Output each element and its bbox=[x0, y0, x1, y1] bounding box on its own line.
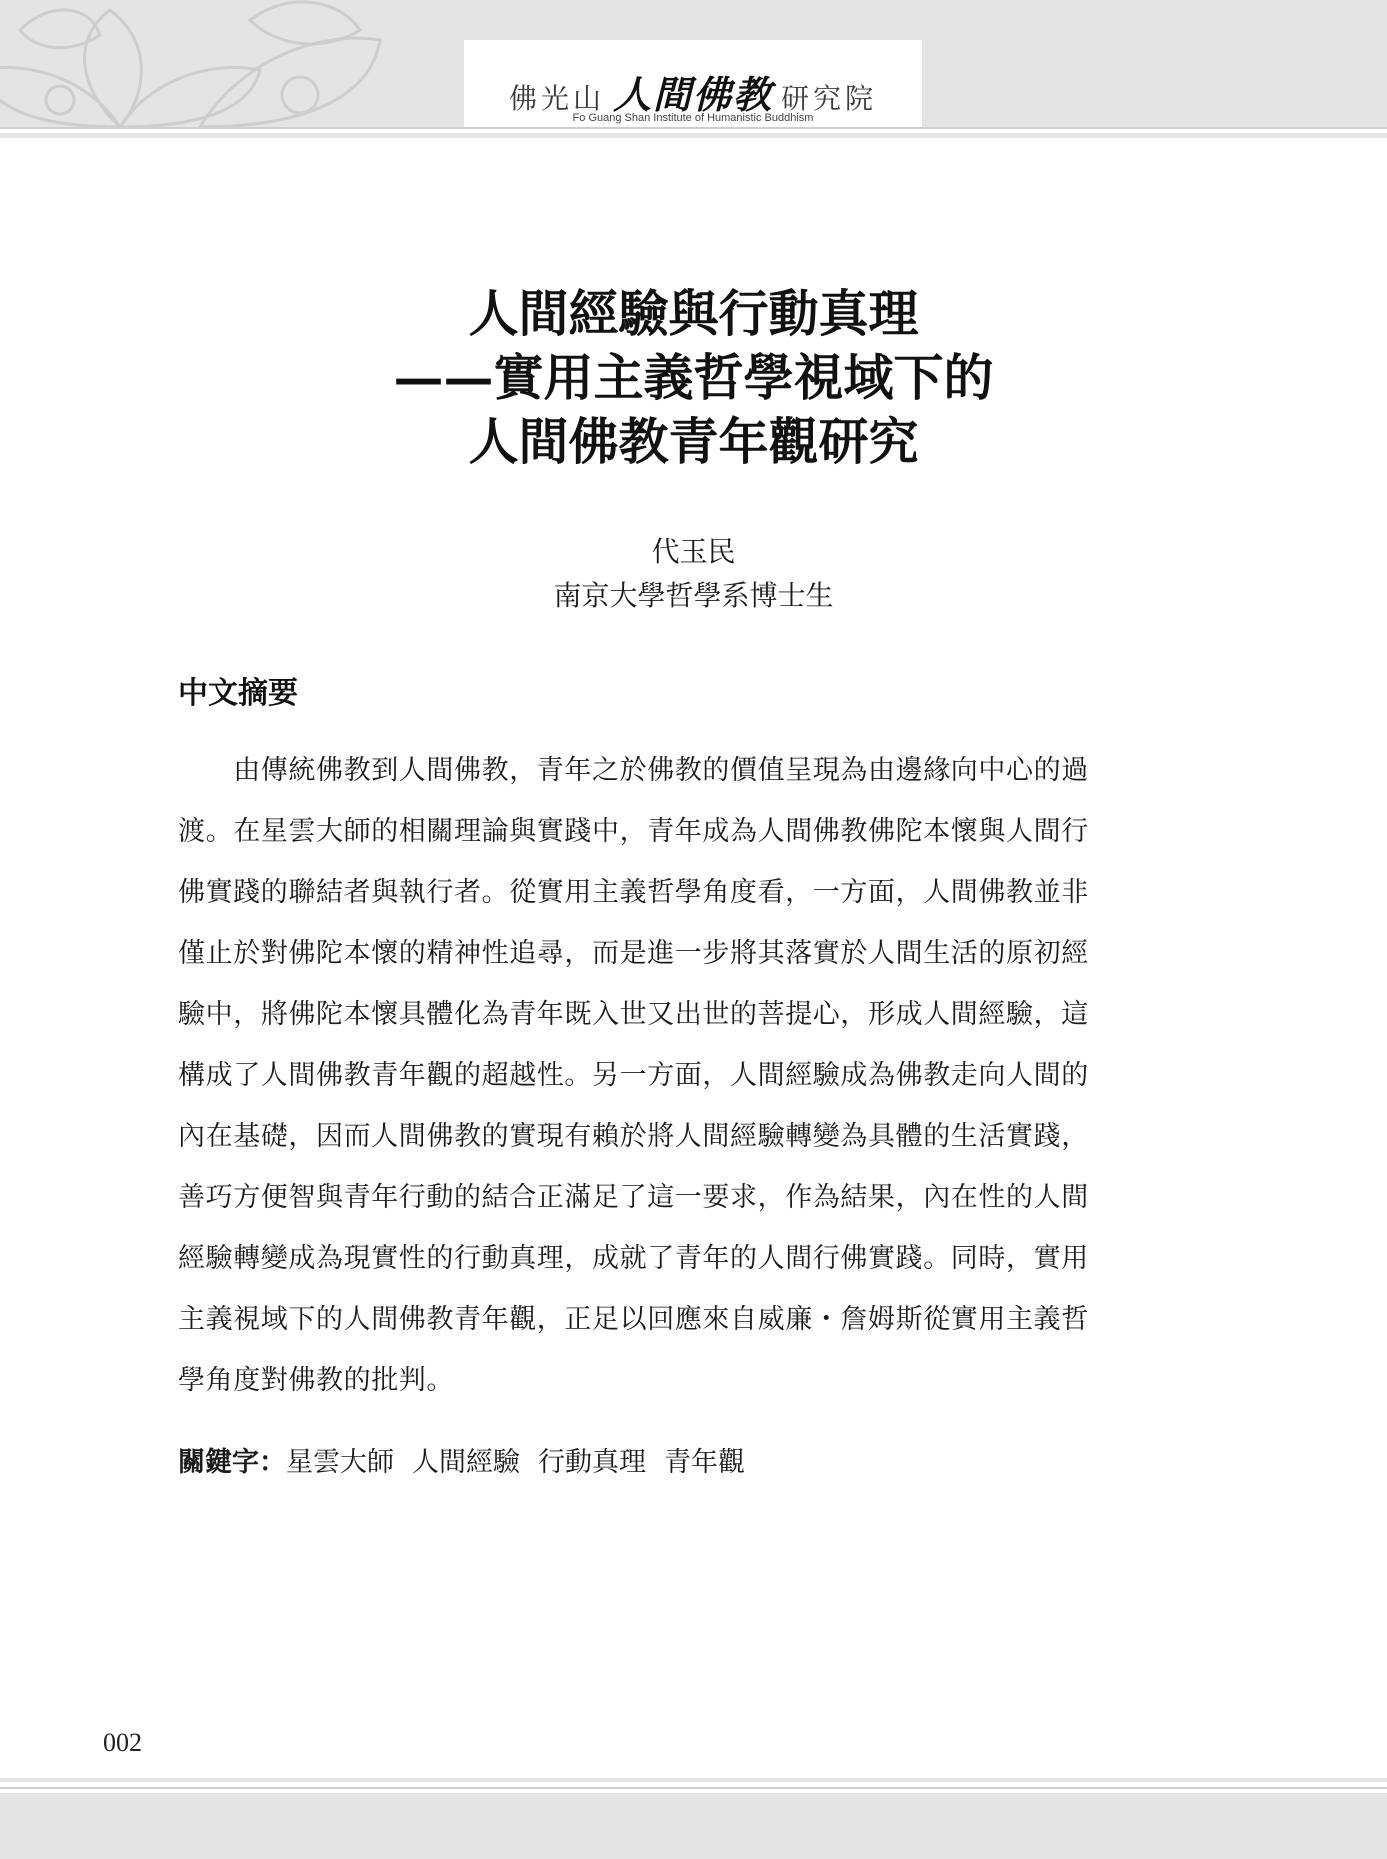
institute-logo bbox=[464, 40, 922, 138]
footer-rule bbox=[0, 1778, 1387, 1782]
title-line-2: ——實用主義哲學視域下的 bbox=[393, 348, 994, 407]
footer-rule-secondary bbox=[0, 1787, 1387, 1789]
abstract-body bbox=[178, 740, 1202, 1411]
header-rule bbox=[0, 127, 1387, 129]
lotus-ornament-icon bbox=[0, 0, 430, 127]
abstract-line: 善巧方便智與青年行動的結合正滿足了這一要求，作為結果，內在性的人間 bbox=[178, 1182, 1089, 1213]
logo-script-text: 人間佛教 bbox=[612, 72, 773, 117]
abstract-line: 渡。在星雲大師的相關理論與實踐中，青年成為人間佛教佛陀本懷與人間行 bbox=[178, 816, 1089, 847]
keyword-item: 星雲大師 bbox=[286, 1447, 394, 1478]
logo-subtitle: Fo Guang Shan Institute of Humanistic Buddhism bbox=[572, 112, 814, 124]
author-affiliation: 南京大學哲學系博士生 bbox=[553, 579, 834, 612]
abstract-line: 驗中，將佛陀本懷具體化為青年既入世又出世的菩提心，形成人間經驗，這 bbox=[178, 999, 1089, 1030]
author-name: 代玉民 bbox=[651, 535, 736, 568]
keyword-item: 青年觀 bbox=[664, 1447, 745, 1478]
abstract-heading: 中文摘要 bbox=[178, 676, 298, 711]
logo-left-text: 佛光山 bbox=[508, 82, 605, 115]
logo-right-text: 研究院 bbox=[781, 82, 878, 115]
footer-band bbox=[0, 1793, 1387, 1859]
abstract-line: 主義視域下的人間佛教青年觀，正足以回應來自威廉・詹姆斯從實用主義哲 bbox=[178, 1304, 1089, 1335]
abstract-line: 由傳統佛教到人間佛教，青年之於佛教的價值呈現為由邊緣向中心的過 bbox=[178, 755, 1089, 786]
keyword-item: 行動真理 bbox=[538, 1447, 646, 1478]
keywords-label: 關鍵字： bbox=[178, 1447, 286, 1478]
author-block bbox=[0, 530, 1387, 618]
abstract-line: 構成了人間佛教青年觀的超越性。另一方面，人間經驗成為佛教走向人間的 bbox=[178, 1060, 1089, 1091]
abstract-line: 佛實踐的聯結者與執行者。從實用主義哲學角度看，一方面，人間佛教並非 bbox=[178, 877, 1089, 908]
page-number: 002 bbox=[103, 1728, 142, 1757]
keyword-item: 人間經驗 bbox=[412, 1447, 520, 1478]
abstract-line: 學角度對佛教的批判。 bbox=[178, 1365, 454, 1396]
abstract-line: 經驗轉變成為現實性的行動真理，成就了青年的人間行佛實踐。同時，實用 bbox=[178, 1243, 1089, 1274]
header-rule-secondary bbox=[0, 133, 1387, 138]
abstract-line: 僅止於對佛陀本懷的精神性追尋，而是進一步將其落實於人間生活的原初經 bbox=[178, 938, 1089, 969]
title-line-1: 人間經驗與行動真理 bbox=[468, 284, 919, 343]
article-title bbox=[0, 282, 1387, 474]
title-line-3: 人間佛教青年觀研究 bbox=[468, 412, 919, 471]
header-band bbox=[0, 0, 1387, 127]
keywords bbox=[178, 1440, 763, 1479]
abstract-line: 內在基礎，因而人間佛教的實現有賴於將人間經驗轉變為具體的生活實踐， bbox=[178, 1121, 1089, 1152]
